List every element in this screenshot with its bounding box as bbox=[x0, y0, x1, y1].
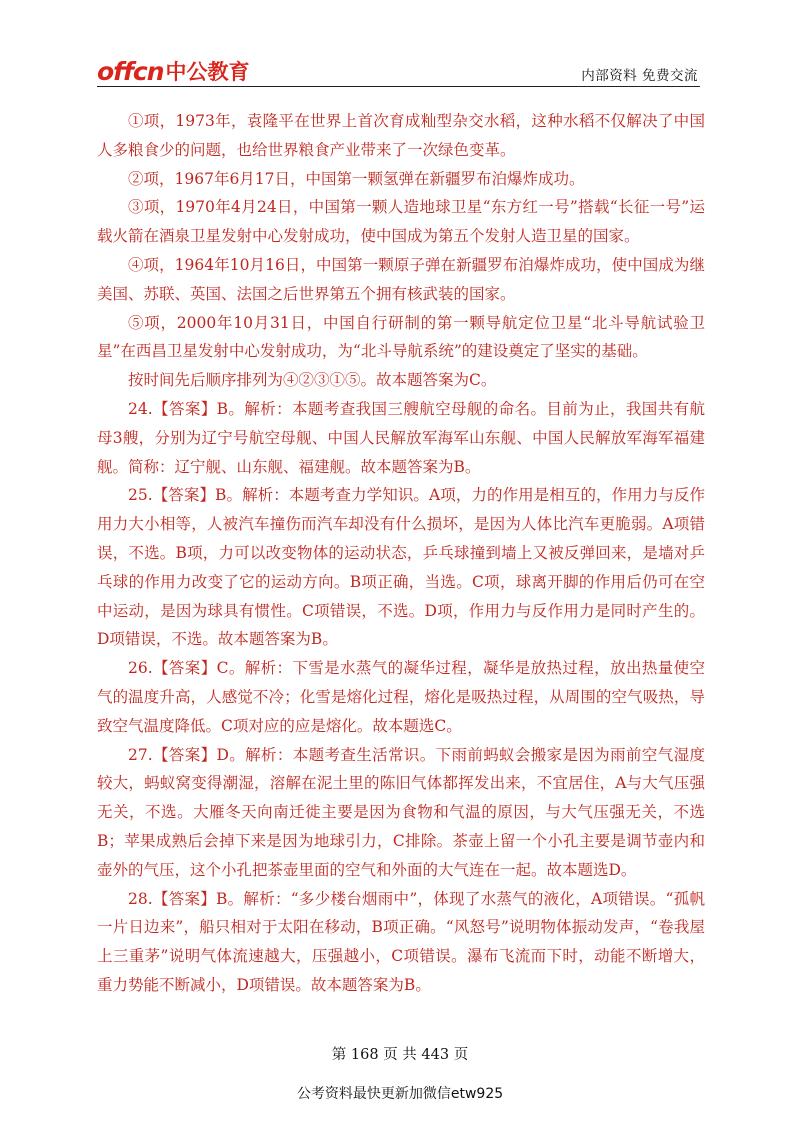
paragraph-item-5: ⑤项，2000年10月31日，中国自行研制的第一颗导航定位卫星“北斗导航试验卫星”在西昌卫星发射中心发射成功，为“北斗导航系统”的建设奠定了坚实的基础。 bbox=[97, 313, 705, 361]
document-body bbox=[97, 107, 705, 1000]
logo-text-cn: 中公教育 bbox=[165, 60, 250, 84]
footer-note: 公考资料最快更新加微信etw925 bbox=[296, 1086, 504, 1102]
paragraph-order-summary: 按时间先后顺序排列为④②③①⑤。故本题答案为C。 bbox=[128, 371, 497, 390]
paragraph-item-4: ④项，1964年10月16日，中国第一颗原子弹在新疆罗布泊爆炸成功，使中国成为继美国、苏联、英国、法国之后世界第五个拥有核武装的国家。 bbox=[97, 255, 705, 303]
logo-text-en: offcn bbox=[97, 57, 164, 86]
offcn-logo bbox=[97, 56, 250, 86]
answer-26: 26.【答案】C。解析：下雪是水蒸气的凝华过程，凝华是放热过程，放出热量使空气的温度升高，人感觉不冷；化雪是熔化过程，熔化是吸热过程，从周围的空气吸热，导致空气温度降低。C项对应的应是熔化。故本题选C。 bbox=[97, 659, 705, 735]
page-number: 第 168 页 共 443 页 bbox=[331, 1047, 469, 1063]
paragraph-item-3: ③项，1970年4月24日，中国第一颗人造地球卫星“东方红一号”搭载“长征一号”运载火箭在酒泉卫星发射中心发射成功，使中国成为第五个发射人造卫星的国家。 bbox=[97, 198, 705, 246]
header-right-text: 内部资料 免费交流 bbox=[581, 68, 698, 84]
paragraph-item-2: ②项，1967年6月17日，中国第一颗氢弹在新疆罗布泊爆炸成功。 bbox=[128, 169, 585, 188]
answer-27: 27.【答案】D。解析：本题考查生活常识。下雨前蚂蚁会搬家是因为雨前空气湿度较大，蚂蚁窝变得潮湿，溶解在泥土里的陈旧气体都挥发出来，不宜居住，A与大气压强无关，不选。大雁冬天向南迁徙主要是因为食物和气温的原因，与大气压强无关，不选B；苹果成熟后会掉下来是因为地球引力，C排除。茶壶上留一个小孔主要是调节壶内和壶外的气压，这个小孔把茶壶里面的空气和外面的大气连在一起。故本题选D。 bbox=[97, 745, 705, 879]
answer-28: 28.【答案】B。解析：“多少楼台烟雨中”，体现了水蒸气的液化，A项错误。“孤帆一片日边来”，船只相对于太阳在移动，B项正确。“风怒号”说明物体振动发声，“卷我屋上三重茅”说明气体流速越大，压强越小，C项错误。瀑布飞流而下时，动能不断增大，重力势能不断减小，D项错误。故本题答案为B。 bbox=[97, 889, 705, 994]
page-header bbox=[97, 57, 700, 87]
paragraph-item-1: ①项，1973年，袁隆平在世界上首次育成籼型杂交水稻，这种水稻不仅解决了中国人多粮食少的问题，也给世界粮食产业带来了一次绿色变革。 bbox=[97, 112, 705, 159]
answer-24: 24.【答案】B。解析：本题考查我国三艘航空母舰的命名。目前为止，我国共有航母3艘，分别为辽宁号航空母舰、中国人民解放军海军山东舰、中国人民解放军海军福建舰。简称：辽宁舰、山东舰、福建舰。故本题答案为B。 bbox=[97, 399, 705, 476]
answer-25: 25.【答案】B。解析：本题考查力学知识。A项，力的作用是相互的，作用力与反作用力大小相等，人被汽车撞伤而汽车却没有什么损坏，是因为人体比汽车更脆弱。A项错误，不选。B项，力可以改变物体的运动状态，乒乓球撞到墙上又被反弹回来，是墙对乒乓球的作用力改变了它的运动方向。B项正确，当选。C项，球离开脚的作用后仍可在空中运动，是因为球具有惯性。C项错误，不选。D项，作用力与反作用力是同时产生的。D项错误，不选。故本题答案为B。 bbox=[97, 486, 705, 649]
